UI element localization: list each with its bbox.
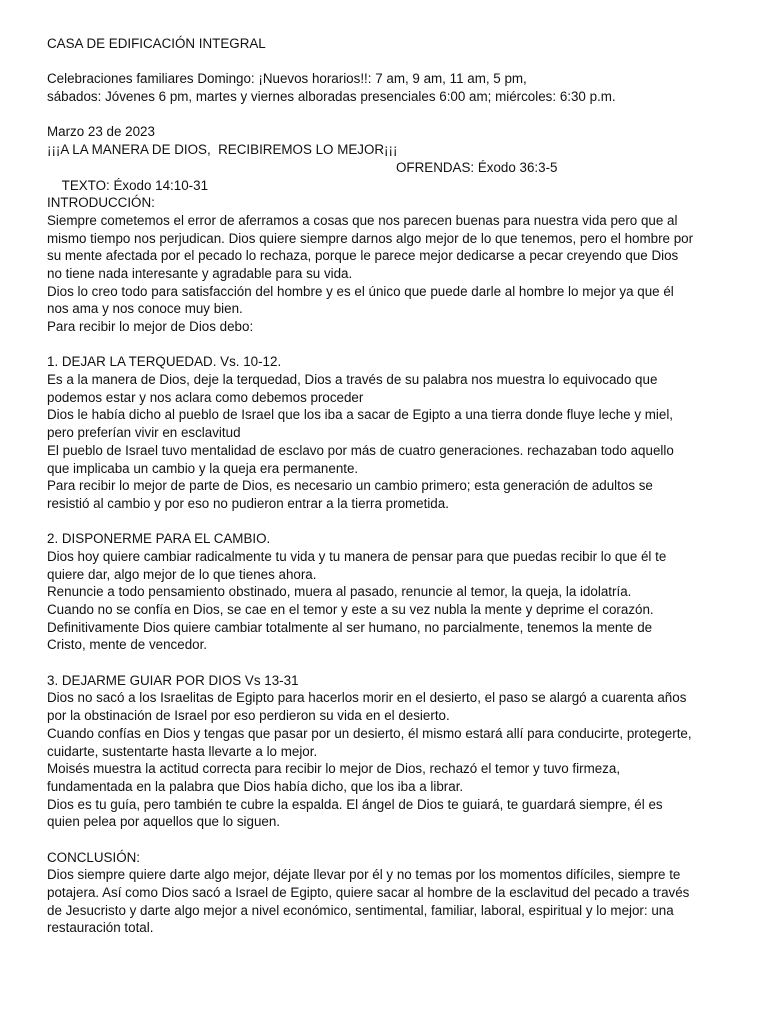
intro-line: nos ama y nos conoce muy bien. [47, 301, 243, 317]
point-2-line: Renuncie a todo pensamiento obstinado, muera al pasado, renuncie al temor, la queja, la idolatría. [47, 584, 632, 600]
point-3-line: Cuando confías en Dios y tengas que pasar por un desierto, él mismo estará allí para conducirte, protegerte, [47, 725, 692, 741]
spacer [47, 336, 753, 354]
offering-reference: OFRENDAS: Éxodo 36:3-5 [396, 159, 558, 175]
sermon-title: ¡¡¡A LA MANERA DE DIOS, RECIBIREMOS LO MEJOR¡¡¡ [47, 142, 398, 158]
point-3-line: Dios es tu guía, pero también te cubre la espalda. El ángel de Dios te guiará, te guardará siempre, él es [47, 796, 663, 812]
conclusion-heading: CONCLUSIÓN: [47, 849, 141, 865]
intro-heading: INTRODUCCIÓN: [47, 195, 155, 211]
conclusion-line: de Jesucristo y darte algo mejor a nivel económico, sentimental, familiar, laboral, espiritual y lo mejor: una [47, 902, 674, 918]
point-1-heading: 1. DEJAR LA TERQUEDAD. Vs. 10-12. [47, 354, 282, 370]
point-2-line: Definitivamente Dios quiere cambiar totalmente al ser humano, no parcialmente, tenemos la mente de [47, 619, 653, 635]
references-row [47, 159, 753, 193]
point-3-line: fundamentada en la palabra que Dios había dicho, que los iba a librar. [47, 778, 464, 794]
point-1-line: Dios le había dicho al pueblo de Israel que los iba a sacar de Egipto a una tierra donde fluye leche y miel, [47, 407, 674, 423]
schedule-line-1: Celebraciones familiares Domingo: ¡Nuevos horarios!!: 7 am, 9 am, 11 am, 5 pm, [47, 71, 527, 87]
intro-line: Siempre cometemos el error de aferramos a cosas que nos parecen buenas para nuestra vida pero que al [47, 212, 678, 228]
intro-line: mismo tiempo nos perjudican. Dios quiere siempre darnos algo mejor de lo que tenemos, pero el hombre por [47, 230, 694, 246]
point-2-heading: 2. DISPONERME PARA EL CAMBIO. [47, 531, 271, 547]
point-3-line: Dios no sacó a los Israelitas de Egipto para hacerlos morir en el desierto, el paso se alargó a cuarenta años [47, 690, 687, 706]
point-1-line: pero preferían vivir en esclavitud [47, 425, 241, 441]
point-1-line: resistió al cambio y por eso no pudieron entrar a la tierra prometida. [47, 495, 449, 511]
spacer [47, 106, 753, 124]
point-3-line: por la obstinación de Israel por eso perdieron su vida en el desierto. [47, 708, 450, 724]
conclusion-line: Dios siempre quiere darte algo mejor, déjate llevar por él y no temas por los momentos difíciles, siempre te [47, 867, 681, 883]
spacer [47, 654, 753, 672]
point-3-line: cuidarte, sustentarte hasta llevarte a lo mejor. [47, 743, 318, 759]
conclusion-line: restauración total. [47, 920, 154, 936]
point-3-line: Moisés muestra la actitud correcta para recibir lo mejor de Dios, rechazó el temor y tuvo firmeza, [47, 761, 621, 777]
point-2-line: quiere dar, algo mejor de lo que tienes ahora. [47, 566, 317, 582]
spacer [47, 53, 753, 71]
point-3-heading: 3. DEJARME GUIAR POR DIOS Vs 13-31 [47, 672, 299, 688]
sermon-date: Marzo 23 de 2023 [47, 124, 155, 140]
spacer [47, 513, 753, 531]
spacer [47, 831, 753, 849]
intro-line: su mente afectada por el pecado lo rechaza, porque le parece mejor dedicarse a pecar creyendo que Dios [47, 248, 679, 264]
point-1-line: que implicaba un cambio y la queja era permanente. [47, 460, 359, 476]
intro-line: Para recibir lo mejor de Dios debo: [47, 319, 254, 334]
point-1-line: Para recibir lo mejor de parte de Dios, es necesario un cambio primero; esta generación de adultos se [47, 478, 653, 494]
point-1-line: podemos estar y nos aclara como debemos proceder [47, 389, 364, 405]
point-3-line: quien pelea por aquellos que lo siguen. [47, 814, 281, 830]
point-2-line: Cristo, mente de vencedor. [47, 637, 208, 653]
point-2-line: Dios hoy quiere cambiar radicalmente tu vida y tu manera de pensar para que puedas recibir lo que él te [47, 548, 667, 564]
point-2-line: Cuando no se confía en Dios, se cae en el temor y este a su vez nubla la mente y deprime el corazón. [47, 602, 654, 617]
church-name: CASA DE EDIFICACIÓN INTEGRAL [47, 36, 266, 51]
intro-line: no tiene nada interesante y agradable para su vida. [47, 265, 353, 281]
point-1-line: Es a la manera de Dios, deje la terquedad, Dios a través de su palabra nos muestra lo equivocado que [47, 372, 658, 388]
conclusion-line: potajera. Así como Dios sacó a Israel de Egipto, quiere sacar al hombre de la esclavitud del pecado a través [47, 885, 690, 900]
document-page [47, 35, 753, 937]
schedule-line-2: sábados: Jóvenes 6 pm, martes y viernes alboradas presenciales 6:00 am; miércoles: 6:30 p.m. [47, 89, 616, 105]
text-reference: TEXTO: Éxodo 14:10-31 [61, 177, 209, 193]
point-1-line: El pueblo de Israel tuvo mentalidad de esclavo por más de cuatro generaciones. rechazaban todo aquello [47, 442, 674, 458]
intro-line: Dios lo creo todo para satisfacción del hombre y es el único que puede darle al hombre lo mejor ya que él [47, 283, 674, 299]
